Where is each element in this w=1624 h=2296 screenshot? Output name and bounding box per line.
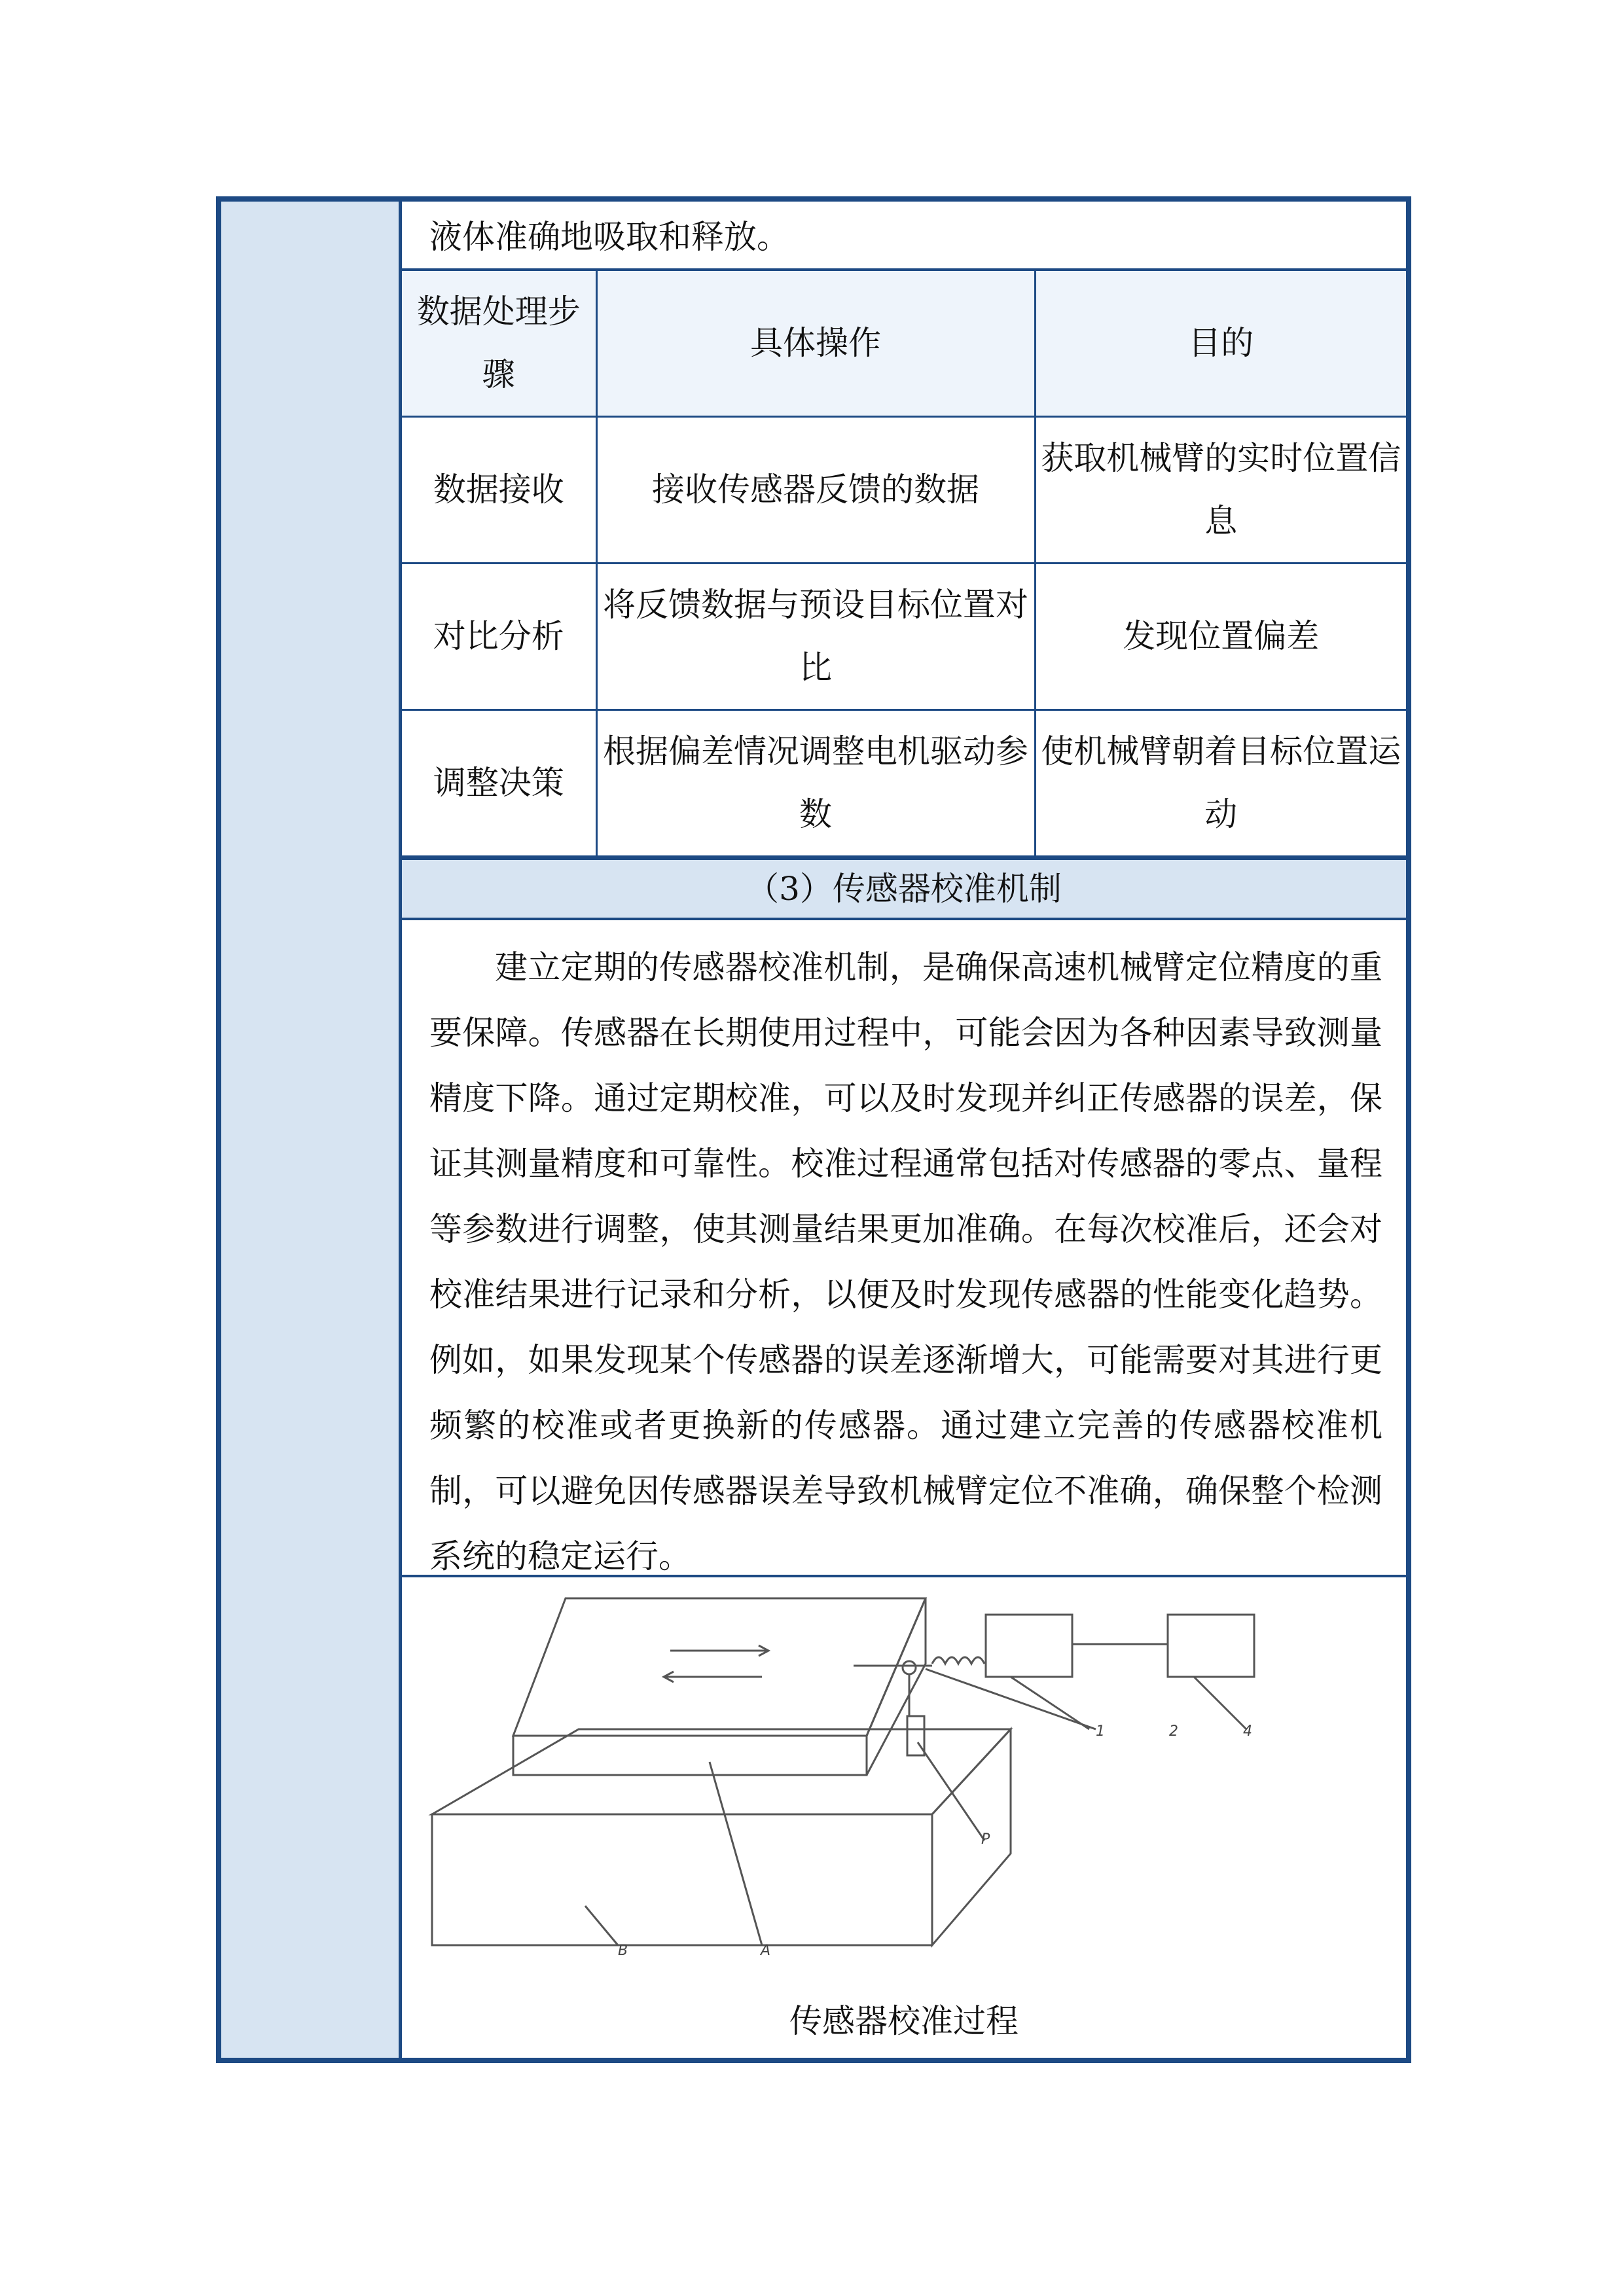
table-cell: 调整决策: [402, 709, 596, 856]
table-row: [402, 563, 1406, 709]
box-4: [1168, 1615, 1254, 1677]
table-row: [402, 709, 1406, 856]
content-column: [402, 202, 1406, 2058]
content-frame: [216, 196, 1411, 2063]
figure-caption: 传感器校准过程: [789, 2002, 1019, 2040]
data-processing-table: [402, 271, 1406, 857]
figure-label: 4: [1243, 1723, 1252, 1740]
sliding-plate-front: [513, 1736, 867, 1775]
figure-label: P: [981, 1831, 990, 1848]
table-cell: 获取机械臂的实时位置信息: [1035, 416, 1406, 563]
continuation-text: 液体准确地吸取和释放。: [429, 218, 789, 256]
table-cell: 对比分析: [402, 563, 596, 709]
table-header-row: [402, 271, 1406, 416]
header-cell: 数据处理步骤: [402, 271, 596, 416]
box-2: [986, 1615, 1072, 1677]
table-row: [402, 416, 1406, 563]
table-cell: 数据接收: [402, 416, 596, 563]
table-cell: 使机械臂朝着目标位置运动: [1035, 709, 1406, 856]
section-title: （3）传感器校准机制: [402, 857, 1406, 920]
table-cell: 发现位置偏差: [1035, 563, 1406, 709]
base-block-front: [432, 1814, 932, 1945]
leader-5: [585, 1906, 618, 1945]
table-cell: 将反馈数据与预设目标位置对比: [596, 563, 1035, 709]
figure-row: [402, 1575, 1406, 2058]
figure-label: B: [618, 1943, 628, 1959]
body-paragraph: 建立定期的传感器校准机制，是确保高速机械臂定位精度的重要保障。传感器在长期使用过程中，可能会因为各种因素导致测量精度下降。通过定期校准，可以及时发现并纠正传感器的误差，保证其测量精度和可靠性。校准过程通常包括对传感器的零点、量程等参数进行调整，使其测量结果更加准确。在每次校准后，还会对校准结果进行记录和分析，以便及时发现传感器的性能变化趋势。例如，如果发现某个传感器的误差逐渐增大，可能需要对其进行更频繁的校准或者更换新的传感器。通过建立完善的传感器校准机制，可以避免因传感器误差导致机械臂定位不准确，确保整个检测系统的稳定运行。: [429, 948, 1382, 1575]
leader-4: [918, 1742, 984, 1840]
coil-cable: [932, 1657, 984, 1664]
sliding-plate-side: [867, 1598, 926, 1775]
left-column: [221, 202, 402, 2058]
header-cell: 目的: [1035, 271, 1406, 416]
figure-label: 1: [1096, 1723, 1105, 1740]
leader-3: [1194, 1677, 1246, 1729]
header-cell: 具体操作: [596, 271, 1035, 416]
sensor-probe: [903, 1661, 916, 1674]
leader-6: [710, 1762, 762, 1945]
figure-label: A: [761, 1943, 771, 1959]
base-block-side: [932, 1729, 1011, 1945]
sliding-plate-top: [513, 1598, 926, 1736]
figure-label: 2: [1169, 1723, 1178, 1740]
table-cell: 根据偏差情况调整电机驱动参数: [596, 709, 1035, 856]
continuation-row: [402, 202, 1406, 271]
calibration-diagram: [422, 1579, 1397, 1984]
table-cell: 接收传感器反馈的数据: [596, 416, 1035, 563]
